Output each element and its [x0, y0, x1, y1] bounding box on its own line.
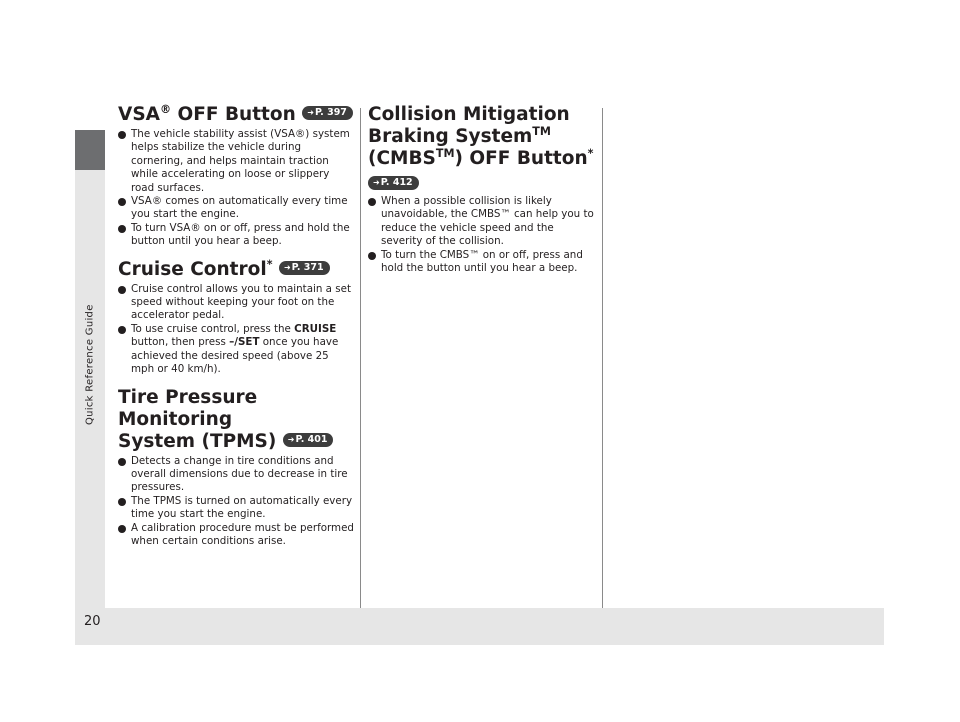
- list-item: [118, 495, 354, 522]
- list-item: [368, 195, 596, 249]
- list-item: [118, 195, 354, 222]
- cmbs-page-ref-link[interactable]: [368, 176, 419, 190]
- bullet-icon: [118, 326, 126, 334]
- list-item: [118, 455, 354, 495]
- tpms-page-ref: P. 401: [295, 433, 328, 445]
- arrow-icon: ➜: [373, 177, 380, 187]
- list-item-text: To use cruise control, press the: [131, 322, 295, 335]
- column-divider: [360, 108, 361, 608]
- list-item: [118, 522, 354, 549]
- trademark-mark: TM: [532, 124, 551, 138]
- list-item-text: VSA® comes on automatically every time you start the engine.: [131, 195, 348, 221]
- cmbs-bullets: [368, 195, 596, 275]
- bullet-icon: [118, 525, 126, 533]
- registered-mark: ®: [159, 102, 172, 116]
- list-item: [118, 323, 354, 377]
- cruise-bullets: [118, 283, 354, 377]
- bullet-icon: [368, 198, 376, 206]
- list-item: [368, 249, 596, 276]
- arrow-icon: ➜: [287, 434, 295, 444]
- vsa-title: VSA: [118, 104, 160, 125]
- vsa-page-ref-link[interactable]: [302, 106, 353, 120]
- cmbs-heading: [368, 104, 596, 170]
- bullet-icon: [368, 252, 376, 260]
- list-item-text: A calibration procedure must be performed when certain conditions arise.: [131, 521, 354, 547]
- cmbs-title-line2: Braking System: [368, 126, 533, 147]
- vsa-page-ref: P. 397: [314, 107, 347, 118]
- tpms-bullets: [118, 455, 354, 549]
- vsa-section: [118, 104, 354, 249]
- list-item-text: button, then press: [131, 336, 230, 349]
- list-item-text: When a possible collision is likely unavoidable, the CMBS™ can help you to reduce the vehicle speed and the severity of the collision.: [381, 195, 594, 248]
- cmbs-title-line3: (CMBS: [368, 148, 436, 169]
- list-item-text: The vehicle stability assist (VSA®) system helps stabilize the vehicle during cornering, and helps maintain traction while accelerating on loose or slippery road surfaces.: [131, 128, 350, 194]
- middle-column: [368, 104, 596, 285]
- list-item: [118, 128, 354, 195]
- list-item: [118, 222, 354, 249]
- cmbs-section: [368, 104, 596, 275]
- list-item: [118, 283, 354, 323]
- cmbs-title-line1: Collision Mitigation: [368, 104, 570, 125]
- list-item-text: The TPMS is turned on automatically every time you start the engine.: [131, 494, 353, 521]
- list-item-text: Detects a change in tire conditions and overall dimensions due to decrease in tire pressures.: [131, 454, 348, 494]
- vsa-title-rest: OFF Button: [171, 104, 296, 125]
- list-item-text: once you have achieved the desired speed (above 25 mph or 40 km/h).: [131, 336, 339, 376]
- list-item-text: To turn the CMBS™ on or off, press and hold the button until you hear a beep.: [381, 248, 583, 275]
- cruise-heading: [118, 259, 354, 281]
- cruise-keyword: CRUISE: [294, 322, 337, 335]
- column-divider: [602, 108, 603, 608]
- arrow-icon: ➜: [307, 108, 314, 117]
- arrow-icon: ➜: [283, 262, 291, 272]
- sidebar-tab-marker: [75, 130, 105, 170]
- cmbs-title-line3-rest: ) OFF Button: [454, 148, 588, 169]
- tpms-page-ref-link[interactable]: [283, 433, 334, 447]
- trademark-mark: TM: [435, 146, 455, 160]
- bullet-icon: [118, 286, 126, 294]
- sidebar-label: Quick Reference Guide: [84, 304, 96, 426]
- tpms-title-line2: System (TPMS): [118, 430, 277, 452]
- vsa-bullets: [118, 128, 354, 249]
- tpms-title-line1: Tire Pressure Monitoring: [118, 386, 258, 430]
- vsa-heading: [118, 104, 354, 126]
- tpms-section: [118, 387, 354, 549]
- cruise-page-ref: P. 371: [291, 261, 324, 273]
- left-column: [118, 104, 354, 558]
- list-item-text: To turn VSA® on or off, press and hold the button until you hear a beep.: [131, 221, 350, 248]
- cruise-title: Cruise Control: [118, 258, 267, 280]
- footer-bar: [75, 608, 884, 645]
- cruise-section: [118, 259, 354, 377]
- cruise-page-ref-link[interactable]: [279, 261, 330, 275]
- list-item-text: Cruise control allows you to maintain a set speed without keeping your foot on the accelerator pedal.: [131, 282, 351, 322]
- bullet-icon: [118, 131, 126, 139]
- bullet-icon: [118, 225, 126, 233]
- bullet-icon: [118, 198, 126, 206]
- bullet-icon: [118, 498, 126, 506]
- asterisk-mark: *: [266, 257, 273, 271]
- bullet-icon: [118, 458, 126, 466]
- tpms-heading: [118, 387, 354, 453]
- cmbs-page-ref: P. 412: [380, 176, 413, 188]
- asterisk-mark: *: [587, 146, 594, 160]
- page-number: 20: [84, 614, 101, 629]
- set-keyword: –/SET: [229, 336, 260, 349]
